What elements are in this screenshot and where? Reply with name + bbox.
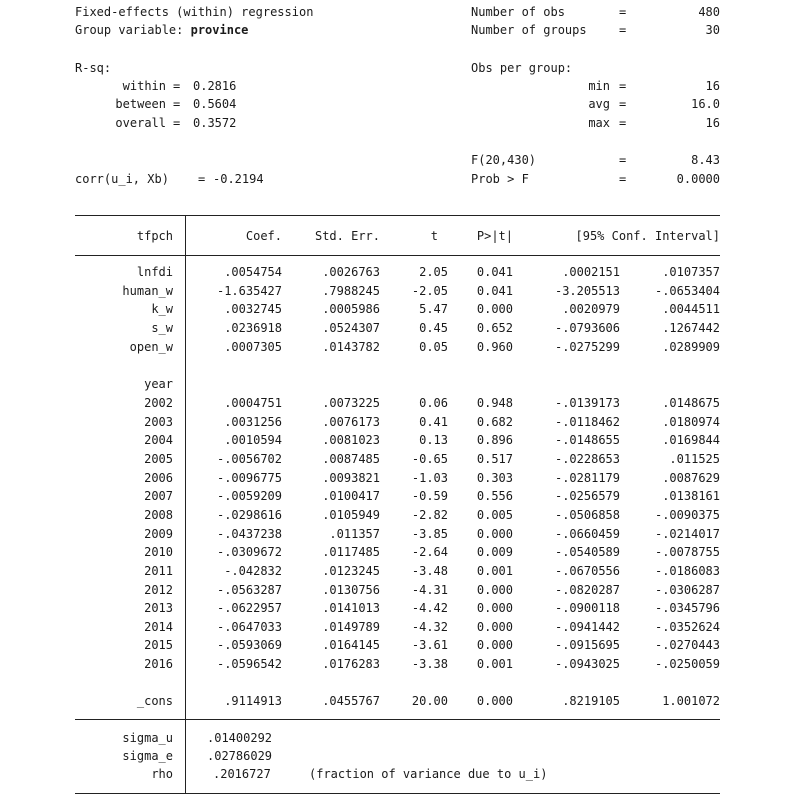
f-stat-label: F(20,430) (471, 153, 537, 167)
row-t: -3.38 (411, 657, 448, 671)
row-p: 0.009 (476, 545, 513, 559)
sigma-u-value: .01400292 (207, 731, 273, 745)
group-variable-label: Group variable: (75, 23, 184, 37)
row-ci-lower: -.0256579 (554, 489, 620, 503)
row-coef: -1.635427 (216, 284, 282, 298)
row-ci-upper: .0169844 (662, 433, 720, 447)
obs-max-value: 16 (705, 116, 720, 130)
obs-avg-eq: = (619, 97, 627, 111)
rsq-within-eq: = (173, 79, 181, 93)
row-ci-lower: -.0900118 (554, 601, 620, 615)
row-ci-upper: .011525 (669, 452, 720, 466)
row-name: 2015 (144, 638, 173, 652)
row-name: 2013 (144, 601, 173, 615)
row-ci-lower: -.0540589 (554, 545, 620, 559)
row-coef: -.0647033 (216, 620, 282, 634)
row-name: 2004 (144, 433, 173, 447)
obs-avg-label: avg (588, 97, 610, 111)
row-ci-upper: 1.001072 (662, 694, 720, 708)
model-title: Fixed-effects (within) regression (75, 5, 314, 19)
row-ci-lower: -.0943025 (554, 657, 620, 671)
row-ci-upper: -.0653404 (654, 284, 720, 298)
row-coef: .9114913 (224, 694, 282, 708)
f-stat-value: 8.43 (691, 153, 720, 167)
row-coef: -.0096775 (216, 471, 282, 485)
row-t: 20.00 (411, 694, 448, 708)
row-coef: -.0298616 (216, 508, 282, 522)
row-coef: .0004751 (224, 396, 282, 410)
row-p: 0.001 (476, 657, 513, 671)
rsq-between-eq: = (173, 97, 181, 111)
row-ci-upper: -.0270443 (654, 638, 720, 652)
col-header-depvar: tfpch (136, 229, 173, 243)
corr-eq: = (198, 172, 206, 186)
row-coef: -.0437238 (216, 527, 282, 541)
row-name: 2005 (144, 452, 173, 466)
row-ci-lower: -.0660459 (554, 527, 620, 541)
row-t: -4.31 (411, 583, 448, 597)
row-t: -3.85 (411, 527, 448, 541)
rsq-label: R-sq: (75, 61, 112, 75)
row-p: 0.652 (476, 321, 513, 335)
table-header-rule (75, 255, 720, 256)
row-se: .0093821 (322, 471, 380, 485)
row-name: s_w (151, 321, 173, 335)
row-t: 0.05 (419, 340, 448, 354)
row-ci-lower: -.0506858 (554, 508, 620, 522)
f-stat-eq: = (619, 153, 627, 167)
rho-label: rho (151, 767, 173, 781)
rho-note: (fraction of variance due to u_i) (309, 767, 548, 781)
col-header-se: Std. Err. (314, 229, 380, 243)
prob-f-value: 0.0000 (676, 172, 720, 186)
row-se: .0087485 (322, 452, 380, 466)
row-ci-lower: -.0915695 (554, 638, 620, 652)
row-name: 2010 (144, 545, 173, 559)
row-t: -2.64 (411, 545, 448, 559)
row-name: 2012 (144, 583, 173, 597)
row-ci-lower: -.0228653 (554, 452, 620, 466)
row-coef: -.0563287 (216, 583, 282, 597)
row-p: 0.896 (476, 433, 513, 447)
row-p: 0.000 (476, 620, 513, 634)
row-coef: -.0622957 (216, 601, 282, 615)
obs-per-group-label: Obs per group: (471, 61, 573, 75)
row-p: 0.041 (476, 284, 513, 298)
row-name: human_w (122, 284, 173, 298)
row-coef: -.0596542 (216, 657, 282, 671)
row-p: 0.041 (476, 265, 513, 279)
row-ci-upper: .0138161 (662, 489, 720, 503)
row-name: lnfdi (136, 265, 173, 279)
row-t: -3.48 (411, 564, 448, 578)
row-coef: .0032745 (224, 302, 282, 316)
col-header-coef: Coef. (245, 229, 282, 243)
row-name: _cons (136, 694, 173, 708)
row-ci-upper: .1267442 (662, 321, 720, 335)
row-p: 0.517 (476, 452, 513, 466)
table-top-rule (75, 215, 720, 216)
row-t: 0.41 (419, 415, 448, 429)
row-p: 0.960 (476, 340, 513, 354)
rsq-within-value: 0.2816 (193, 79, 237, 93)
rsq-between-label: between (115, 97, 166, 111)
year-group-label: year (144, 377, 173, 391)
row-name: 2011 (144, 564, 173, 578)
row-p: 0.001 (476, 564, 513, 578)
sigma-u-label: sigma_u (122, 731, 173, 745)
table-body-rule (75, 719, 720, 720)
row-p: 0.000 (476, 583, 513, 597)
row-p: 0.000 (476, 527, 513, 541)
ngroups-value: 30 (705, 23, 720, 37)
row-coef: .0236918 (224, 321, 282, 335)
row-t: -0.65 (411, 452, 448, 466)
row-t: -0.59 (411, 489, 448, 503)
row-se: .011357 (329, 527, 380, 541)
table-divider (185, 215, 186, 794)
row-ci-upper: -.0186083 (654, 564, 720, 578)
row-name: 2014 (144, 620, 173, 634)
group-variable (75, 23, 248, 37)
row-se: .0176283 (322, 657, 380, 671)
row-p: 0.000 (476, 302, 513, 316)
row-se: .0105949 (322, 508, 380, 522)
nobs-eq: = (619, 5, 627, 19)
row-name: 2016 (144, 657, 173, 671)
row-coef: -.0056702 (216, 452, 282, 466)
row-se: .0076173 (322, 415, 380, 429)
nobs-label: Number of obs (471, 5, 565, 19)
row-se: .0100417 (322, 489, 380, 503)
row-p: 0.000 (476, 694, 513, 708)
row-se: .0117485 (322, 545, 380, 559)
row-coef: -.0593069 (216, 638, 282, 652)
row-ci-upper: -.0345796 (654, 601, 720, 615)
row-p: 0.000 (476, 638, 513, 652)
row-t: 5.47 (419, 302, 448, 316)
row-coef: .0031256 (224, 415, 282, 429)
obs-max-label: max (588, 116, 610, 130)
row-name: open_w (129, 340, 173, 354)
row-t: 2.05 (419, 265, 448, 279)
rho-value: .2016727 (213, 767, 271, 781)
row-p: 0.948 (476, 396, 513, 410)
row-p: 0.556 (476, 489, 513, 503)
group-variable-value: province (190, 23, 249, 37)
corr-value: -0.2194 (213, 172, 264, 186)
obs-min-value: 16 (705, 79, 720, 93)
row-se: .0143782 (322, 340, 380, 354)
row-ci-upper: -.0078755 (654, 545, 720, 559)
row-t: -4.42 (411, 601, 448, 615)
row-name: 2008 (144, 508, 173, 522)
row-p: 0.303 (476, 471, 513, 485)
row-se: .0149789 (322, 620, 380, 634)
row-ci-lower: -.0139173 (554, 396, 620, 410)
row-se: .0141013 (322, 601, 380, 615)
col-header-ci: [95% Conf. Interval] (575, 229, 720, 243)
row-ci-lower: -.0118462 (554, 415, 620, 429)
row-coef: .0054754 (224, 265, 282, 279)
row-coef: .0007305 (224, 340, 282, 354)
row-ci-lower: -.0148655 (554, 433, 620, 447)
row-t: -4.32 (411, 620, 448, 634)
col-header-t: t (430, 229, 438, 243)
row-ci-lower: -.0941442 (554, 620, 620, 634)
row-se: .0026763 (322, 265, 380, 279)
row-ci-lower: .0020979 (562, 302, 620, 316)
col-header-p: P>|t| (476, 229, 513, 243)
row-ci-upper: -.0250059 (654, 657, 720, 671)
row-name: 2007 (144, 489, 173, 503)
row-ci-lower: -.0793606 (554, 321, 620, 335)
obs-avg-value: 16.0 (691, 97, 720, 111)
ngroups-label: Number of groups (471, 23, 587, 37)
row-ci-lower: -.0275299 (554, 340, 620, 354)
row-ci-upper: .0107357 (662, 265, 720, 279)
rsq-between-value: 0.5604 (193, 97, 237, 111)
row-se: .0455767 (322, 694, 380, 708)
row-coef: -.042832 (224, 564, 282, 578)
row-name: k_w (151, 302, 173, 316)
row-se: .0073225 (322, 396, 380, 410)
row-coef: -.0059209 (216, 489, 282, 503)
row-ci-lower: -.0820287 (554, 583, 620, 597)
row-ci-upper: .0148675 (662, 396, 720, 410)
ngroups-eq: = (619, 23, 627, 37)
table-bottom-rule (75, 793, 720, 794)
row-ci-upper: .0289909 (662, 340, 720, 354)
rsq-overall-label: overall (115, 116, 166, 130)
obs-max-eq: = (619, 116, 627, 130)
row-t: -2.82 (411, 508, 448, 522)
sigma-e-value: .02786029 (207, 749, 273, 763)
row-ci-lower: .8219105 (562, 694, 620, 708)
row-ci-lower: -3.205513 (554, 284, 620, 298)
obs-min-eq: = (619, 79, 627, 93)
row-ci-lower: -.0670556 (554, 564, 620, 578)
row-se: .0130756 (322, 583, 380, 597)
row-ci-lower: .0002151 (562, 265, 620, 279)
row-se: .0081023 (322, 433, 380, 447)
row-ci-lower: -.0281179 (554, 471, 620, 485)
row-se: .0524307 (322, 321, 380, 335)
row-t: -1.03 (411, 471, 448, 485)
row-ci-upper: -.0352624 (654, 620, 720, 634)
prob-f-label: Prob > F (471, 172, 529, 186)
row-t: 0.45 (419, 321, 448, 335)
obs-min-label: min (588, 79, 610, 93)
row-se: .7988245 (322, 284, 380, 298)
row-t: 0.06 (419, 396, 448, 410)
row-coef: -.0309672 (216, 545, 282, 559)
sigma-e-label: sigma_e (122, 749, 173, 763)
row-se: .0005986 (322, 302, 380, 316)
row-ci-upper: -.0090375 (654, 508, 720, 522)
row-t: 0.13 (419, 433, 448, 447)
rsq-within-label: within (122, 79, 166, 93)
rsq-overall-value: 0.3572 (193, 116, 237, 130)
row-t: -2.05 (411, 284, 448, 298)
row-ci-upper: .0044511 (662, 302, 720, 316)
row-name: 2009 (144, 527, 173, 541)
row-p: 0.005 (476, 508, 513, 522)
row-coef: .0010594 (224, 433, 282, 447)
rsq-overall-eq: = (173, 116, 181, 130)
row-name: 2006 (144, 471, 173, 485)
corr-label: corr(u_i, Xb) (75, 172, 169, 186)
row-ci-upper: -.0306287 (654, 583, 720, 597)
row-p: 0.682 (476, 415, 513, 429)
row-t: -3.61 (411, 638, 448, 652)
row-ci-upper: .0087629 (662, 471, 720, 485)
prob-f-eq: = (619, 172, 627, 186)
row-se: .0123245 (322, 564, 380, 578)
row-ci-upper: -.0214017 (654, 527, 720, 541)
row-se: .0164145 (322, 638, 380, 652)
row-p: 0.000 (476, 601, 513, 615)
row-name: 2003 (144, 415, 173, 429)
row-name: 2002 (144, 396, 173, 410)
row-ci-upper: .0180974 (662, 415, 720, 429)
nobs-value: 480 (698, 5, 720, 19)
